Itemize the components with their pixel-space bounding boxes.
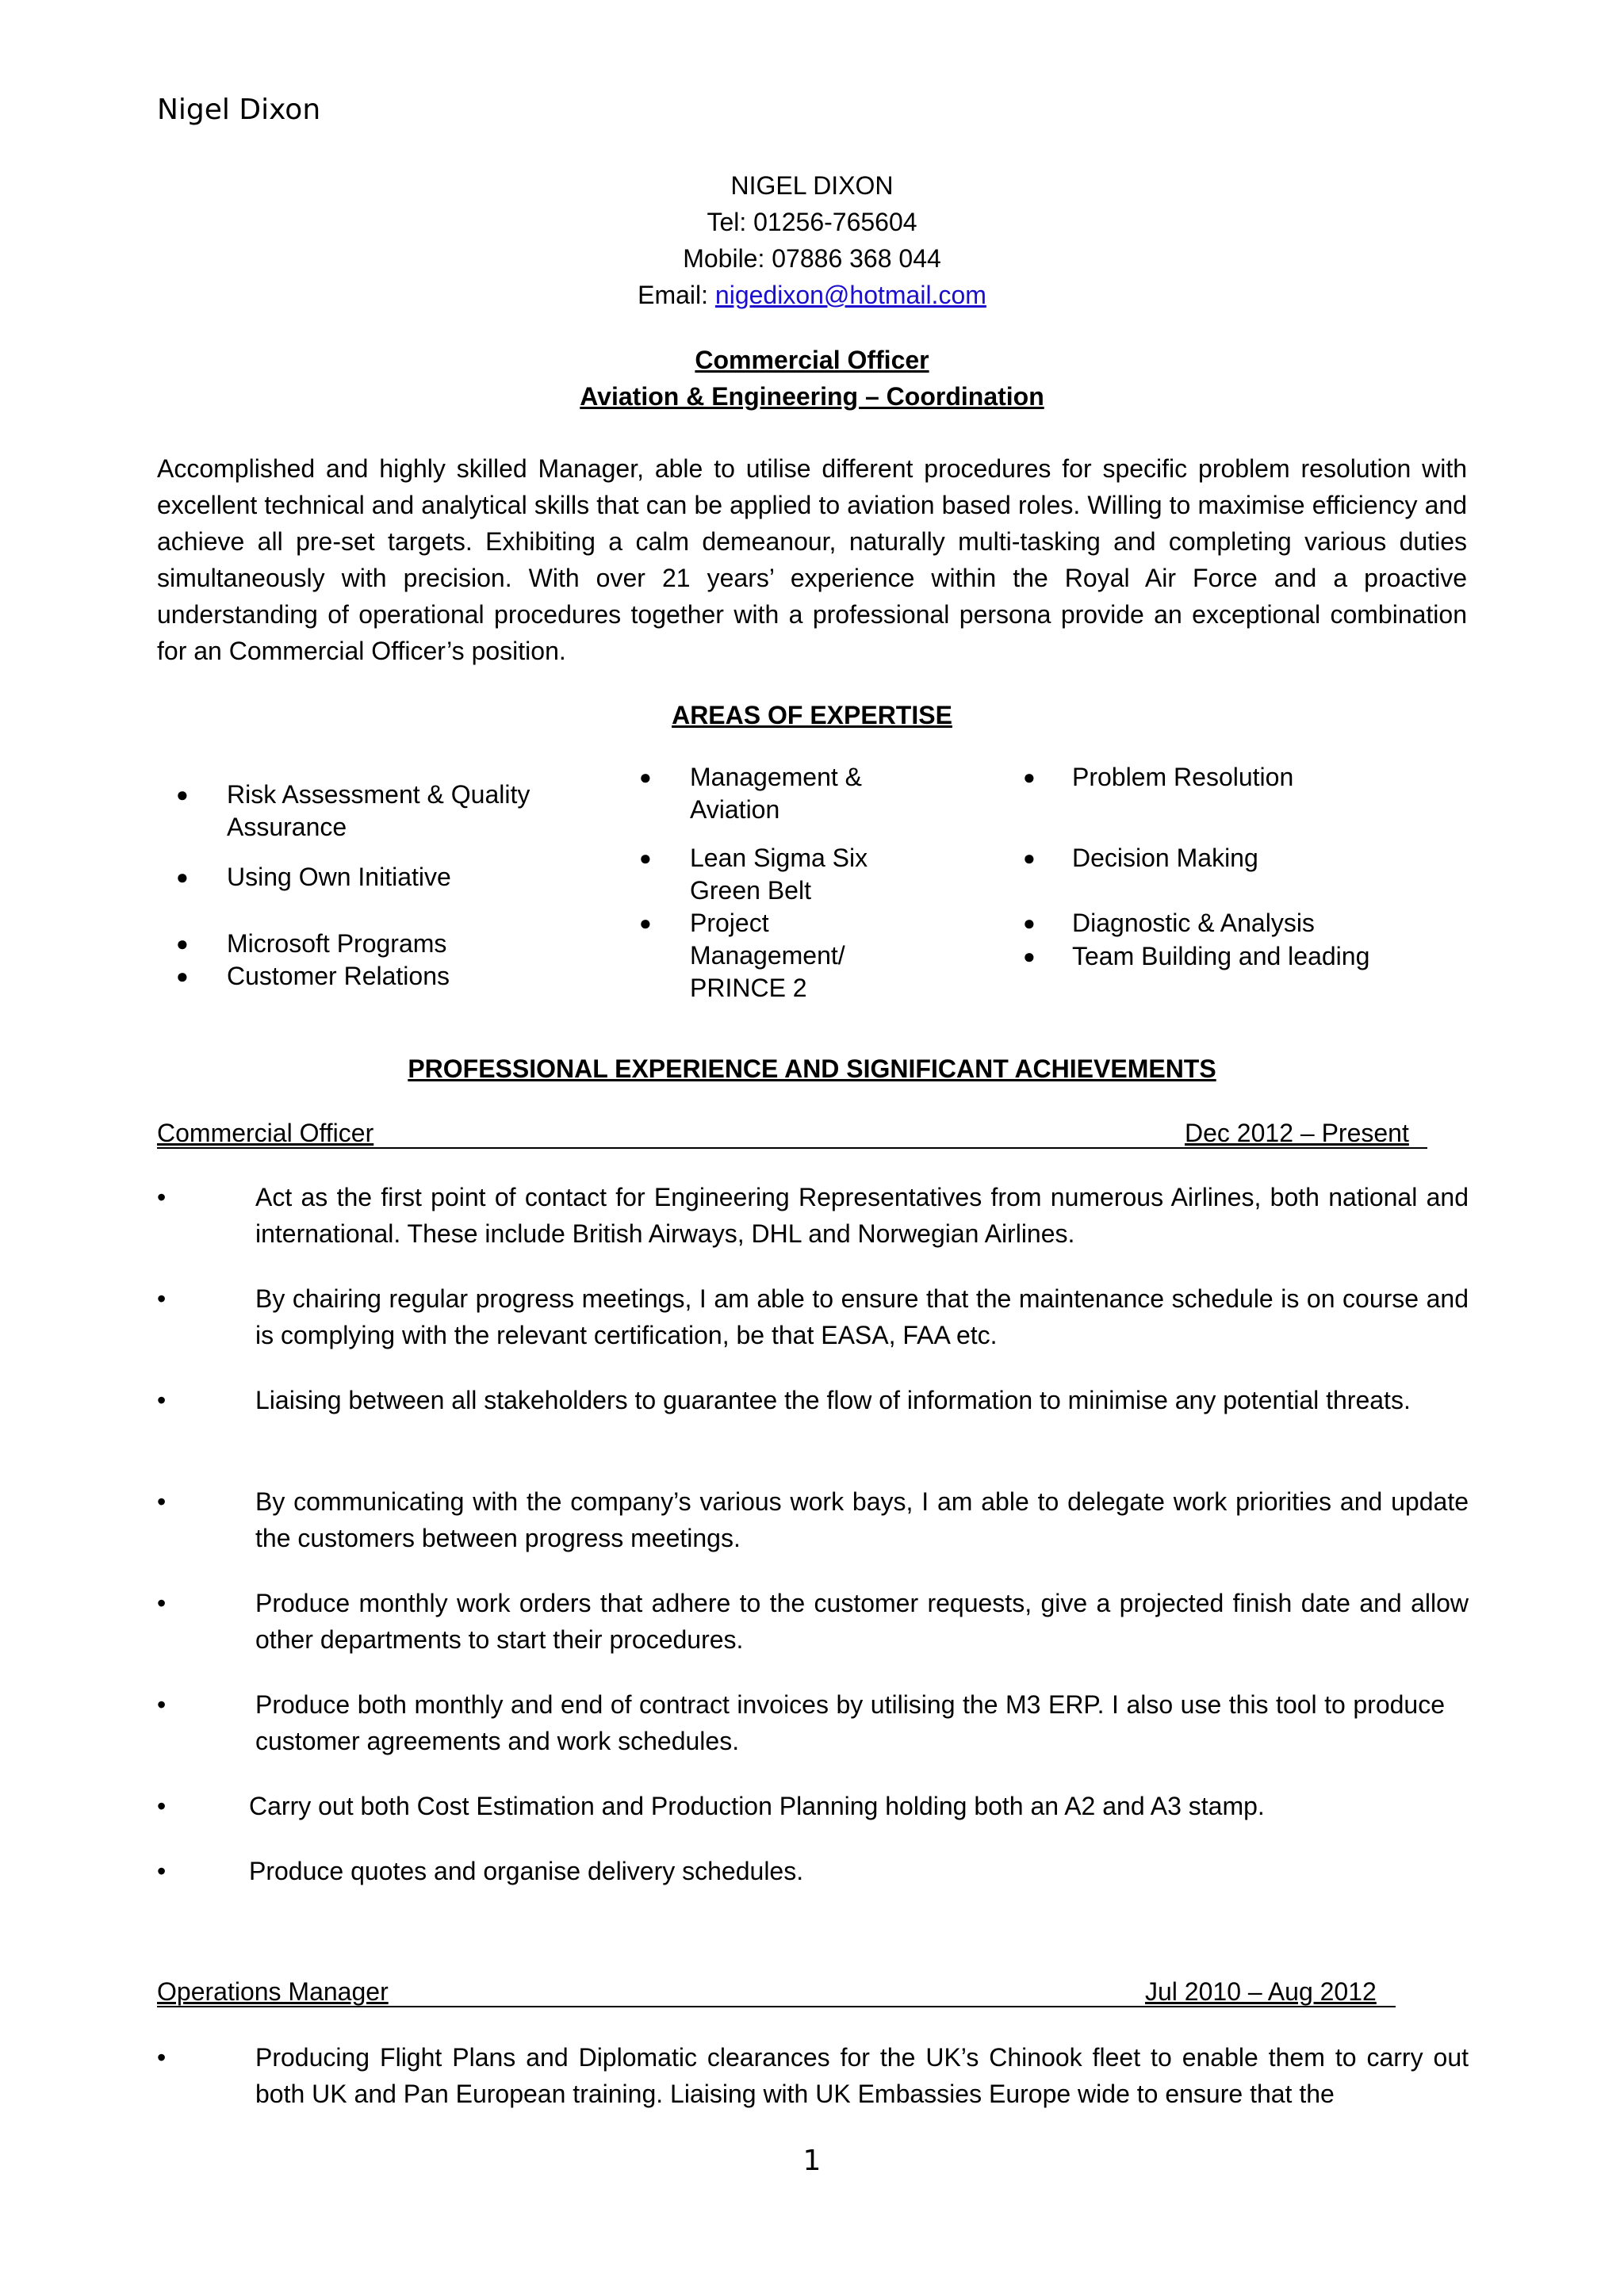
bullet-icon: ● <box>1023 846 1036 870</box>
bullet-icon: • <box>157 1487 167 1516</box>
job-1-bullet-6: Produce both monthly and end of contract invoices by utilising the M3 ERP. I also use this tool to produce customer agreements and work schedules. <box>255 1690 1445 1755</box>
bullet-icon: • <box>157 1183 167 1211</box>
job-2-title: Operations Manager <box>157 1977 389 2006</box>
bullet-icon: ● <box>639 846 652 870</box>
job-1-bullet-8: Produce quotes and organise delivery schedules. <box>249 1857 804 1885</box>
bullet-icon: ● <box>1023 944 1036 968</box>
job-1-bullet-7: Carry out both Cost Estimation and Production Planning holding both an A2 and A3 stamp. <box>249 1792 1265 1820</box>
job-1-bullet-1: Act as the first point of contact for Engineering Representatives from numerous Airlines, both national and international. These include British Airways, DHL and Norwegian Airlines. <box>255 1183 1469 1248</box>
job-1-bullet-3: Liaising between all stakeholders to guarantee the flow of information to minimise any potential threats. <box>255 1386 1411 1414</box>
bullet-icon: ● <box>639 765 652 789</box>
running-header: Nigel Dixon <box>157 94 321 126</box>
email-link[interactable]: nigedixon@hotmail.com <box>714 281 986 309</box>
bullet-icon: • <box>157 1589 167 1617</box>
experience-heading: PROFESSIONAL EXPERIENCE AND SIGNIFICANT ACHIEVEMENTS <box>408 1054 1216 1083</box>
job-1-title: Commercial Officer <box>157 1119 374 1147</box>
job-1-bullet-5: Produce monthly work orders that adhere to the customer requests, give a projected finish date and allow other departments to start their procedures. <box>255 1589 1469 1654</box>
bullet-icon: ● <box>176 932 189 955</box>
expertise-column-2: ● Management & Aviation ● Lean Sigma Six Green Belt ● Project Management/ PRINCE 2 <box>639 763 868 1002</box>
profile-summary: Accomplished and highly skilled Manager, able to utilise different procedures for specific problem resolution with excellent technical and analytical skills that can be applied to aviation based roles. Willing to maximise efficiency and achieve all pre-set targets. Exhibiting a calm demeanour, naturally multi-tasking and completing various duties simultaneously with precision. With over 21 years’ experience within the Royal Air Force and a proactive understanding of operational procedures together with a professional persona provide an exceptional combination for an Commercial Officer’s position. <box>157 454 1467 665</box>
bullet-icon: ● <box>176 783 189 806</box>
bullet-icon: • <box>157 1386 167 1414</box>
email-label: Email: <box>638 281 715 309</box>
bullet-icon: • <box>157 1284 167 1313</box>
page-number: 1 <box>802 2145 822 2177</box>
bullet-icon: • <box>157 1690 167 1719</box>
job-title-heading: Commercial Officer <box>695 346 929 374</box>
bullet-icon: ● <box>1023 765 1036 789</box>
job-1-dates: Dec 2012 – Present <box>1185 1119 1409 1147</box>
job-2-dates: Jul 2010 – Aug 2012 <box>1145 1977 1377 2006</box>
bullet-icon: ● <box>176 964 189 988</box>
mobile: Mobile: 07886 368 044 <box>683 244 941 273</box>
email-line <box>0 281 1624 310</box>
telephone: Tel: 01256-765604 <box>707 208 917 236</box>
expertise-column-3: ● Problem Resolution ● Decision Making ● Diagnostic & Analysis ● Team Building and leading <box>1023 761 1467 1015</box>
job-2-bullet-1: Producing Flight Plans and Diplomatic clearances for the UK’s Chinook fleet to enable them to carry out both UK and Pan European training. Liaising with UK Embassies Europe wide to ensure that the <box>255 2043 1469 2108</box>
candidate-name: NIGEL DIXON <box>730 171 894 200</box>
bullet-icon: • <box>157 1857 167 1885</box>
expertise-column-1: ● Risk Assessment & Quality Assurance ● Using Own Initiative ● Microsoft Programs ● Customer Relations <box>176 761 588 1015</box>
bullet-icon: ● <box>639 911 652 935</box>
job-1-bullet-4: By communicating with the company’s various work bays, I am able to delegate work priorities and update the customers between progress meetings. <box>255 1487 1469 1552</box>
expertise-heading: AREAS OF EXPERTISE <box>672 701 952 729</box>
bullet-icon: • <box>157 1792 167 1820</box>
job-subtitle-heading: Aviation & Engineering – Coordination <box>580 382 1044 411</box>
bullet-icon: ● <box>1023 911 1036 935</box>
bullet-icon: ● <box>176 865 189 889</box>
bullet-icon: • <box>157 2043 167 2072</box>
job-1-bullet-2: By chairing regular progress meetings, I am able to ensure that the maintenance schedule is on course and is complying with the relevant certification, be that EASA, FAA etc. <box>255 1284 1469 1349</box>
